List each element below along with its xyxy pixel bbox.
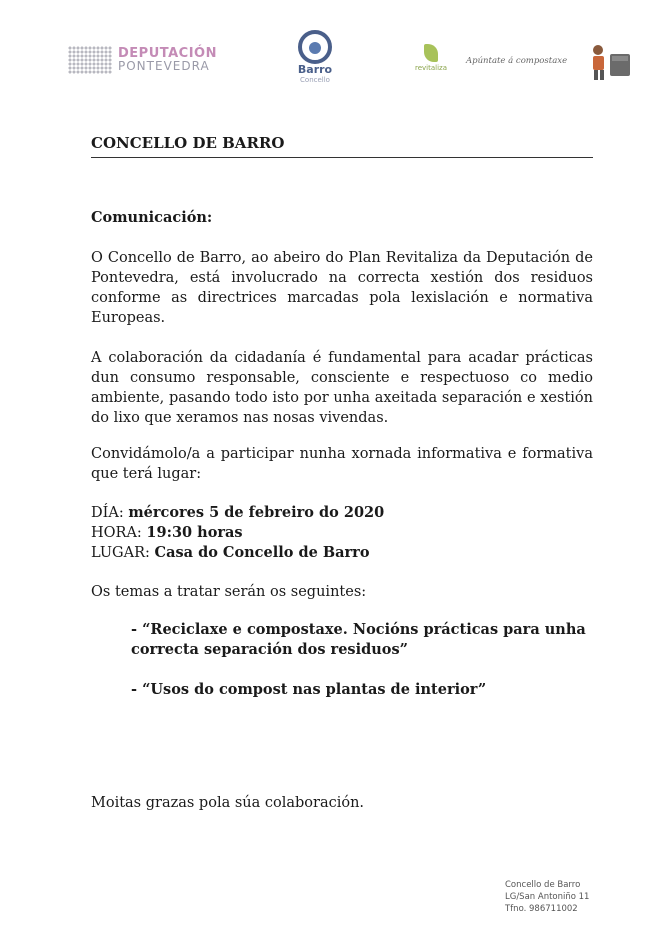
footer-name: Concello de Barro bbox=[505, 880, 581, 890]
event-day: DÍA: mércores 5 de febreiro do 2020 bbox=[91, 504, 385, 521]
revitaliza-name: revitaliza bbox=[414, 64, 447, 72]
footer-contact bbox=[505, 879, 589, 915]
page-title: CONCELLO DE BARRO bbox=[91, 134, 593, 158]
section-label: Comunicación: bbox=[91, 209, 213, 226]
deputacion-line1: DEPUTACIÓN bbox=[118, 46, 217, 61]
paragraph-2: A colaboración da cidadanía é fundamental para acadar prácticas dun consumo responsable, consciente e respectuoso co medio ambiente, pasando todo isto por unha axeitada separación e xestión do lixo que xeramos nas nosas vivendas. bbox=[91, 350, 593, 426]
topics-intro: Os temas a tratar serán os seguintes: bbox=[91, 584, 367, 600]
paragraph-3: Convidámolo/a a participar nunha xornada informativa e formativa que terá lugar: bbox=[91, 446, 593, 482]
compost-person-icon bbox=[586, 42, 632, 82]
revitaliza-logo bbox=[410, 44, 452, 72]
footer-address: LG/San Antoniño 11 bbox=[505, 892, 590, 902]
deputacion-line2: PONTEVEDRA bbox=[118, 59, 210, 73]
topic-item: - “Usos do compost nas plantas de interior” bbox=[131, 681, 487, 698]
leaf-icon bbox=[424, 44, 438, 62]
event-time: HORA: 19:30 horas bbox=[91, 524, 243, 541]
paragraph-1: O Concello de Barro, ao abeiro do Plan Revitaliza da Deputación de Pontevedra, está involucrado na correcta xestión dos residuos conforme as directrices marcadas pola lexislación e normativa Europeas. bbox=[91, 250, 593, 326]
footer-phone: Tfno. 986711002 bbox=[505, 904, 578, 914]
event-details bbox=[91, 503, 593, 563]
deputacion-dots-icon bbox=[68, 46, 112, 74]
barro-swirl-icon bbox=[298, 30, 332, 64]
barro-name: Barro bbox=[297, 63, 333, 76]
event-place: LUGAR: Casa do Concello de Barro bbox=[91, 544, 370, 561]
closing-line: Moitas grazas pola súa colaboración. bbox=[91, 795, 365, 811]
barro-logo bbox=[290, 30, 340, 84]
barro-sub: Concello bbox=[300, 76, 330, 84]
compost-slogan: Apúntate á compostaxe bbox=[466, 56, 568, 66]
deputacion-logo bbox=[68, 46, 217, 74]
logo-header bbox=[0, 28, 665, 88]
topic-item: - “Reciclaxe e compostaxe. Nocións prácticas para unha correcta separación dos residuos” bbox=[131, 621, 586, 658]
